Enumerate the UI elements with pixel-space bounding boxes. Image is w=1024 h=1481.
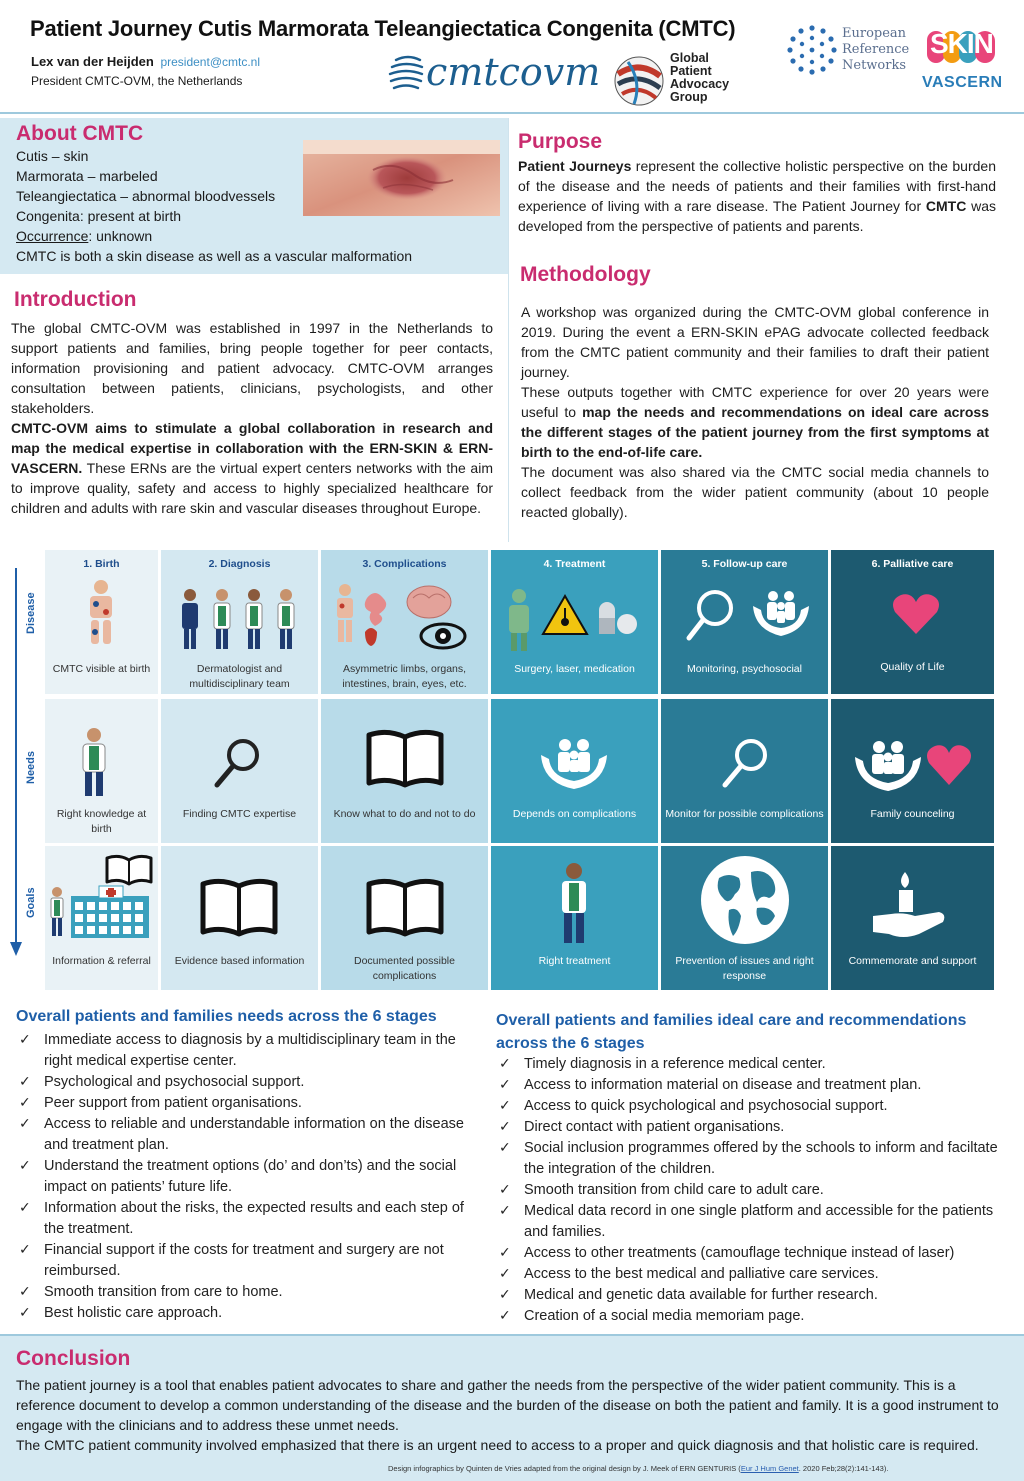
needs-item: ✓ Best holistic care approach. [16, 1303, 476, 1324]
cell-caption: Documented possible complications [354, 955, 455, 982]
care-heading: Overall patients and families ideal care and recommendations across the 6 stages [496, 1012, 967, 1052]
cell-caption: Commemorate and support [848, 955, 977, 967]
about-line: Congenita: present at birth [16, 208, 181, 224]
method-p2-bold: map the needs and recommendations on ideal care across the different stages of the patient journey from the first symptoms at birth to the end-of-life care. [521, 404, 989, 460]
disease-birth-cell [45, 550, 158, 694]
stage-header: 6. Palliative care [871, 558, 954, 570]
care-item: ✓ Medical and genetic data available for further research. [496, 1285, 1010, 1306]
conclusion-p2: The CMTC patient community involved emphasized that there is an urgent need to access to a proper and quick diagnosis and that holistic care is required. [16, 1437, 979, 1453]
needs-item: ✓ Smooth transition from care to home. [16, 1282, 476, 1303]
needs-item: ✓ Financial support if the costs for treatment and surgery are not reimbursed. [16, 1240, 476, 1282]
doctor-icon [79, 727, 109, 799]
skin-text: SKIN [930, 28, 993, 59]
globe-ribbon-icon [612, 54, 666, 108]
conclusion-text [16, 1375, 1006, 1455]
cell-caption: Prevention of issues and right response [675, 955, 814, 982]
needs-item: ✓ Access to reliable and understandable information on the disease and treatment plan. [16, 1114, 476, 1156]
surgery-laser-pill-icon [505, 586, 645, 656]
purpose-heading: Purpose [518, 130, 603, 153]
magnifier-family-icon [681, 586, 821, 656]
goals-birth-cell [45, 846, 158, 990]
intro-p1: The global CMTC-OVM was established in 1997 in the Netherlands to support patients and families, bring people together for peer contacts, information provisioning and patient advocacy. CMTC-OVM arranges consultation between patients, clinicians, psychologists, and other stakeholders. [11, 320, 493, 416]
cell-caption: Finding CMTC expertise [182, 808, 297, 820]
globe-lines-icon [388, 52, 424, 96]
cell-caption: Quality of Life [880, 661, 945, 673]
occurrence-label: Occurrence [16, 228, 89, 244]
ern-text [842, 26, 909, 74]
about-line: Cutis – skin [16, 148, 89, 164]
ern-line-1: European [842, 26, 907, 41]
goals-followup-cell [661, 846, 828, 990]
disease-complications-cell [321, 550, 488, 694]
skin-vascern-logo [920, 28, 1004, 98]
purpose-text-2: was developed from the perspective of patients and parents. [518, 198, 996, 234]
cell-caption: Right treatment [538, 955, 611, 967]
care-item: ✓ Direct contact with patient organisations. [496, 1117, 1010, 1138]
intro-p2-rest: These ERNs are the virtual expert centers networks with the aim to improve quality, safety and access to highly specialized healthcare for children and adults with rare skin and vascular diseases throughout Europe. [11, 460, 493, 516]
stage-header: 4. Treatment [543, 558, 606, 570]
magnifier-icon [211, 735, 267, 791]
purpose-text-1: represent the collective holistic perspective on the burden of the disease and the needs of patients and their families with first-hand experience of living with a rare disease. The Patient Journey for [518, 158, 996, 214]
about-occurrence [16, 226, 412, 246]
gpag-text [670, 52, 729, 104]
cell-caption: Monitoring, psychosocial [687, 663, 802, 675]
conclusion-heading: Conclusion [16, 1347, 131, 1370]
intro-heading: Introduction [14, 288, 137, 311]
ern-line-3: Networks [842, 58, 907, 73]
author-name: Lex van der Heijden [31, 54, 154, 69]
cell-caption: Dermatologist and multidisciplinary team [189, 663, 290, 690]
stage-header: 2. Diagnosis [208, 558, 271, 570]
gpag-line-3: Advocacy [670, 77, 730, 91]
credit-tail: . 2020 Feb;28(2):141-143). [798, 1464, 889, 1473]
credit-link[interactable]: Eur J Hum Genet [740, 1464, 799, 1473]
stage-header: 1. Birth [83, 558, 120, 570]
method-p2-start: These outputs together with CMTC experience for over 20 years were useful to [521, 384, 989, 420]
goals-treatment-cell [491, 846, 658, 990]
disease-followup-cell [661, 550, 828, 694]
author-email[interactable]: president@cmtc.nl [160, 55, 261, 69]
occurrence-value: : unknown [88, 228, 153, 244]
credit-text: Design infographics by Quinten de Vries adapted from the original design by J. Meek of ERN GENTURIS ( [388, 1464, 741, 1473]
stage-header: 3. Complications [362, 558, 447, 570]
design-credit [388, 1464, 888, 1473]
care-item: ✓ Access to information material on disease and treatment plan. [496, 1075, 1010, 1096]
needs-heading: Overall patients and families needs across the 6 stages [16, 1008, 437, 1025]
baby-figure-icon [81, 578, 121, 648]
care-item: ✓ Timely diagnosis in a reference medical center. [496, 1054, 1010, 1075]
disease-diagnosis-cell [161, 550, 318, 694]
cell-caption: Monitor for possible complications [665, 808, 824, 820]
cell-caption: Depends on complications [512, 808, 637, 820]
cell-caption: CMTC visible at birth [52, 663, 151, 675]
skin-photo [303, 140, 500, 216]
disease-treatment-cell [491, 550, 658, 694]
purpose-text [518, 156, 996, 236]
ern-line-2: Reference [842, 42, 910, 57]
goals-palliative-cell [831, 846, 994, 990]
gpag-line-1: Global [670, 51, 709, 65]
conclusion-p1: The patient journey is a tool that enables patient advocates to share and gather the needs from the perspective of the wider patient community. This is a reference document to develop a common understanding of the disease and the burden of the disease on both the patient and family. It is a good instrument to engage with the clinicians and to address these unmet needs. [16, 1377, 999, 1433]
needs-item: ✓ Psychological and psychosocial support. [16, 1072, 476, 1093]
needs-item: ✓ Information about the risks, the expected results and each step of the treatment. [16, 1198, 476, 1240]
stage-header: 5. Follow-up care [701, 558, 788, 570]
intro-p2-bold: CMTC-OVM aims to stimulate a global collaboration in research and map the medical expertise in collaboration with the ERN-SKIN & ERN-VASCERN. [11, 420, 493, 476]
family-heart-icon [853, 739, 973, 795]
cell-caption: Know what to do and not to do [333, 808, 476, 820]
goals-diagnosis-cell [161, 846, 318, 990]
intro-text [11, 318, 493, 518]
row-label-needs: Needs [25, 750, 37, 784]
about-line: CMTC is both a skin disease as well as a vascular malformation [16, 248, 413, 264]
care-item: ✓ Access to quick psychological and psychosocial support. [496, 1096, 1010, 1117]
about-heading: About CMTC [16, 122, 144, 145]
needs-birth-cell [45, 699, 158, 843]
care-item: ✓ Medical data record in one single platform and accessible for the patients and families. [496, 1201, 1010, 1243]
family-care-icon [539, 737, 609, 793]
needs-item: ✓ Immediate access to diagnosis by a multidisciplinary team in the right medical expertise center. [16, 1030, 476, 1072]
row-label-disease: Disease [25, 592, 37, 634]
cmtc-ovm-logo [388, 50, 601, 100]
row-label-goals: Goals [25, 887, 37, 918]
needs-list [16, 1030, 476, 1324]
cell-caption: Evidence based information [174, 955, 305, 967]
poster-title: Patient Journey Cutis Marmorata Teleangiectatica Congenita (CMTC) [30, 16, 736, 41]
methodology-heading: Methodology [520, 263, 651, 286]
ern-logo [786, 22, 912, 82]
method-p3: The document was also shared via the CMTC social media channels to collect feedback from the wider patient community (about 10 people reacted globally). [521, 464, 989, 520]
care-item: ✓ Access to the best medical and palliative care services. [496, 1264, 1010, 1285]
book-icon [363, 876, 447, 940]
needs-complications-cell [321, 699, 488, 843]
needs-palliative-cell [831, 699, 994, 843]
heart-icon [891, 592, 941, 636]
cell-caption: Information & referral [52, 955, 151, 967]
needs-treatment-cell [491, 699, 658, 843]
book-icon [363, 727, 447, 791]
cell-caption: Asymmetric limbs, organs, intestines, brain, eyes, etc. [342, 663, 467, 690]
gpag-line-2: Patient [670, 64, 712, 78]
gpag-logo [612, 52, 742, 110]
hospital-book-icon [49, 852, 153, 942]
purpose-bold-2: CMTC [925, 198, 967, 214]
care-item: ✓ Access to other treatments (camouflage technique instead of laser) [496, 1243, 1010, 1264]
care-list [496, 1054, 1010, 1327]
care-item: ✓ Smooth transition from child care to adult care. [496, 1180, 1010, 1201]
purpose-bold-1: Patient Journeys [518, 158, 632, 174]
gpag-line-4: Group [670, 90, 708, 104]
candle-hand-icon [869, 868, 949, 944]
method-p1: A workshop was organized during the CMTC-OVM global conference in 2019. During the event a ERN-SKIN ePAG advocate collected feedback from the CMTC patient community and their families to draft their patient journey. [521, 304, 989, 380]
cell-caption: Right knowledge at birth [56, 808, 147, 835]
doctor-icon [557, 862, 591, 946]
magnifier-icon [719, 735, 775, 791]
author-role: President CMTC-OVM, the Netherlands [31, 74, 243, 88]
needs-followup-cell [661, 699, 828, 843]
needs-diagnosis-cell [161, 699, 318, 843]
about-line: Teleangiectatica – abnormal bloodvessels [16, 188, 276, 204]
goals-complications-cell [321, 846, 488, 990]
author [31, 54, 260, 69]
disease-palliative-cell [831, 550, 994, 694]
cell-caption: Family counceling [870, 808, 955, 820]
globe-icon [699, 854, 791, 946]
cell-caption: Surgery, laser, medication [514, 663, 635, 675]
care-item: ✓ Social inclusion programmes offered by the schools to inform and faciltate the integration of the children. [496, 1138, 1010, 1180]
needs-item: ✓ Peer support from patient organisations. [16, 1093, 476, 1114]
about-line: Marmorata – marbeled [16, 168, 158, 184]
vascern-text: VASCERN [922, 74, 1003, 91]
organs-eye-icon [331, 580, 481, 660]
dotted-circle-icon [786, 24, 838, 76]
methodology-text [521, 302, 989, 522]
needs-item: ✓ Understand the treatment options (do’ and don’ts) and the social impact on patients’ future life. [16, 1156, 476, 1198]
cmtc-logo-text: cmtcovm [426, 50, 601, 94]
patient-journey-grid [0, 548, 1024, 998]
book-icon [197, 876, 281, 940]
care-item: ✓ Creation of a social media memoriam page. [496, 1306, 1010, 1327]
medical-team-icon [175, 586, 305, 656]
